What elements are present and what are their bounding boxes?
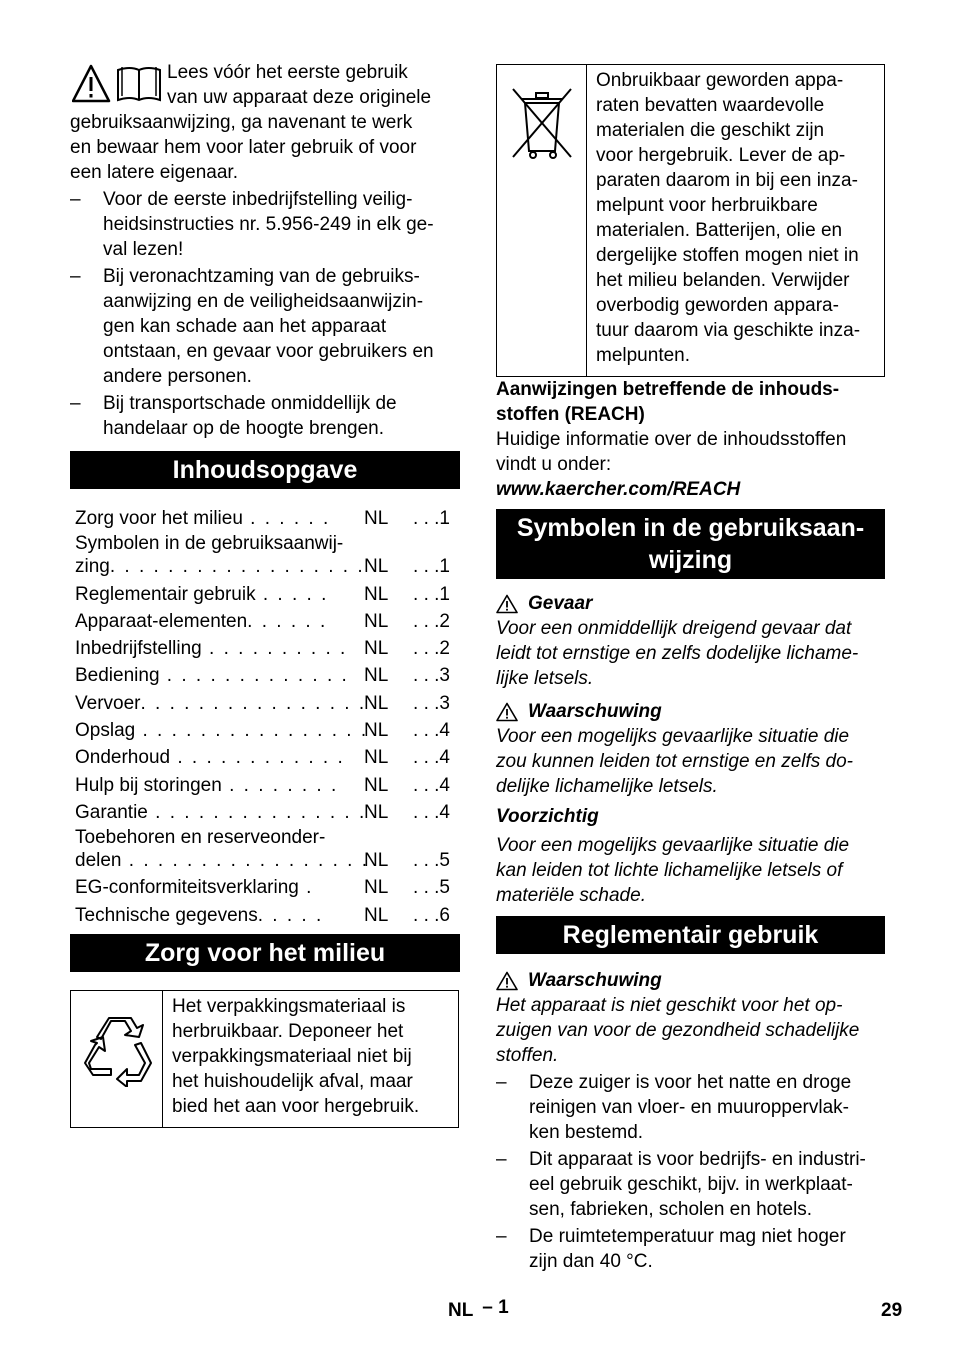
symbolen-heading-line: Symbolen in de gebruiksaan- [516, 514, 865, 542]
toc-page: . . .5 [413, 849, 450, 871]
toc-page: . . .1 [413, 508, 450, 530]
toc-page: . . .3 [413, 665, 450, 687]
toc-title: Inbedrijfstelling . . . . . . . . . . [75, 638, 348, 660]
disposal-line: materialen die geschikt zijn [596, 120, 825, 141]
gevaar-label: Gevaar [528, 593, 593, 614]
list-item-line: – Deze zuiger is voor het natte en droge [529, 1072, 852, 1093]
page-number: 29 [881, 1300, 903, 1321]
disposal-line: raten bevatten waardevolle [596, 95, 825, 116]
voorzichtig-block [496, 804, 886, 908]
toc-page: . . .4 [413, 720, 450, 742]
toc-page: . . .2 [413, 610, 450, 632]
recycle-icon [79, 1011, 155, 1087]
toc-title: Hulp bij storingen . . . . . . . . [75, 774, 339, 796]
toc-row[interactable] [70, 634, 460, 661]
toc-title-cont: delen . . . . . . . . . . . . . . . . . [75, 849, 369, 871]
toc-lang: NL [364, 556, 389, 578]
disposal-line: materialen. Batterijen, olie en [596, 220, 843, 241]
toc-row[interactable] [70, 716, 460, 743]
toc-row[interactable] [70, 661, 460, 688]
list-item [496, 1070, 886, 1145]
disposal-line: Onbruikbaar geworden appa- [596, 70, 844, 91]
waarschuwing-line: zou kunnen leiden tot ernstige en zelfs do- [496, 751, 854, 772]
gevaar-line: lijke letsels. [496, 668, 594, 689]
toc-page: . . .1 [413, 583, 450, 605]
warning-triangle-icon [496, 971, 518, 991]
intro-line: van uw apparaat deze originele [167, 87, 432, 108]
gevaar-line: Voor een onmiddellijk dreigend gevaar dat [496, 618, 852, 639]
symbolen-heading [496, 509, 885, 579]
toc-title: Apparaat-elementen. . . . . . [75, 610, 328, 632]
list-item-line: zijn dan 40 °C. [529, 1251, 653, 1272]
list-item-line: val lezen! [103, 239, 184, 260]
toc-page: . . .4 [413, 801, 450, 823]
crossed-bin-icon [509, 83, 575, 163]
warning-triangle-icon [496, 594, 518, 614]
reach-heading: Aanwijzingen betreffende de inhouds- [496, 379, 840, 400]
list-item-line: ken bestemd. [529, 1122, 644, 1143]
intro-block [70, 60, 460, 185]
packaging-line: herbruikbaar. Deponeer het [172, 1020, 404, 1042]
toc-page: . . .3 [413, 692, 450, 714]
list-item-line: ontstaan, en gevaar voor gebruikers en [103, 341, 434, 362]
disposal-line: melpunt voor herbruikbare [596, 195, 818, 216]
table-of-contents [70, 504, 460, 928]
toc-row[interactable] [70, 607, 460, 634]
list-item-line: reinigen van vloer- en muuroppervlak- [529, 1097, 849, 1118]
disposal-box [496, 64, 885, 377]
reach-block [496, 377, 886, 502]
footer-lang: NL [448, 1300, 473, 1321]
packaging-box [70, 990, 459, 1128]
list-item [496, 1224, 886, 1274]
voorzichtig-line: kan leiden tot lichte lichamelijke letsels of [496, 860, 843, 881]
toc-lang: NL [364, 877, 389, 899]
disposal-line: melpunten. [596, 345, 691, 366]
toc-title: EG-conformiteitsverklaring . [75, 877, 314, 899]
toc-page: . . .2 [413, 638, 450, 660]
disposal-line: voor hergebruik. Lever de ap- [596, 145, 846, 166]
toc-page: . . .4 [413, 774, 450, 796]
toc-row[interactable] [70, 770, 460, 797]
reglementair-warn-label: Waarschuwing [528, 970, 662, 991]
left-column [70, 60, 460, 1128]
list-item-line: andere personen. [103, 366, 252, 387]
toc-lang: NL [364, 904, 389, 926]
intro-line: een latere eigenaar. [70, 162, 238, 183]
intro-line: en bewaar hem voor later gebruik of voor [70, 137, 417, 158]
waarschuwing-label: Waarschuwing [528, 701, 662, 722]
list-item-line: eel gebruik geschikt, bijv. in werkplaat- [529, 1174, 853, 1195]
toc-lang: NL [364, 638, 389, 660]
list-item-line: sen, fabrieken, scholen en hotels. [529, 1199, 813, 1220]
toc-title: Zorg voor het milieu . . . . . . [75, 508, 331, 530]
toc-row[interactable] [70, 531, 460, 579]
right-column [496, 64, 886, 1274]
toc-title: Opslag . . . . . . . . . . . . . . . . [75, 720, 369, 742]
reglementair-warn-line: Het apparaat is niet geschikt voor het op- [496, 995, 843, 1016]
toc-page: . . .1 [413, 556, 450, 578]
toc-row[interactable] [70, 579, 460, 606]
toc-row[interactable] [70, 743, 460, 770]
recycle-icon-cell [71, 991, 163, 1127]
intro-list [70, 187, 460, 441]
toc-title: Reglementair gebruik . . . . . [75, 583, 329, 605]
list-item-line: handelaar op de hoogte brengen. [103, 418, 385, 439]
reglementair-heading: Reglementair gebruik [496, 916, 885, 954]
toc-title: Bediening . . . . . . . . . . . . . [75, 665, 349, 687]
toc-title: Onderhoud . . . . . . . . . . . . [75, 747, 345, 769]
list-item [70, 391, 460, 441]
waarschuwing-line: delijke lichamelijke letsels. [496, 776, 718, 797]
page-footer [448, 1298, 509, 1323]
waarschuwing-text [496, 724, 886, 799]
packaging-line: verpakkingsmateriaal niet bij [172, 1045, 412, 1067]
reach-heading: stoffen (REACH) [496, 404, 645, 425]
reach-link[interactable]: www.kaercher.com/REACH [496, 479, 741, 500]
toc-lang: NL [364, 774, 389, 796]
list-item-line: – De ruimtetemperatuur mag niet hoger [529, 1226, 846, 1247]
toc-title: Toebehoren en reserveonder- [75, 826, 326, 848]
bin-icon-cell [497, 65, 587, 376]
gevaar-head [496, 591, 886, 616]
voorzichtig-label: Voorzichtig [496, 806, 599, 827]
toc-page: . . .5 [413, 877, 450, 899]
toc-heading: Inhoudsopgave [70, 451, 460, 489]
list-item-line: heidsinstructies nr. 5.956-249 in elk ge- [103, 214, 434, 235]
symbolen-heading-line: wijzing [648, 546, 733, 574]
toc-title: Technische gegevens. . . . . [75, 904, 324, 926]
disposal-line: tuur daarom via geschikte inza- [596, 320, 861, 341]
toc-lang: NL [364, 747, 389, 769]
toc-row[interactable] [70, 825, 460, 873]
footer-page-sub: – 1 [482, 1297, 509, 1318]
list-item [70, 264, 460, 389]
toc-title: Vervoer. . . . . . . . . . . . . . . . [75, 692, 367, 714]
gevaar-line: leidt tot ernstige en zelfs dodelijke lichame- [496, 643, 859, 664]
waarschuwing-line: Voor een mogelijks gevaarlijke situatie die [496, 726, 850, 747]
toc-row[interactable] [70, 504, 460, 531]
warning-triangle-icon [496, 702, 518, 722]
list-item-line: – Bij transportschade onmiddellijk de [103, 393, 397, 414]
disposal-text [587, 65, 869, 376]
intro-line: gebruiksaanwijzing, ga navenant te werk [70, 112, 413, 133]
toc-lang: NL [364, 610, 389, 632]
voorzichtig-line: Voor een mogelijks gevaarlijke situatie die [496, 835, 850, 856]
voorzichtig-line: materiële schade. [496, 885, 646, 906]
warning-manual-icon [72, 64, 162, 104]
waarschuwing-head [496, 699, 886, 724]
toc-title-cont: zing. . . . . . . . . . . . . . . . . . [75, 556, 365, 578]
packaging-text [163, 991, 428, 1127]
reglementair-list [496, 1070, 886, 1274]
packaging-line: het huishoudelijk afval, maar [172, 1070, 413, 1092]
reglementair-warn-line: zuigen van voor de gezondheid schadelijke [496, 1020, 860, 1041]
toc-lang: NL [364, 665, 389, 687]
packaging-line: Het verpakkingsmateriaal is [172, 995, 406, 1017]
disposal-line: dergelijke stoffen mogen niet in [596, 245, 859, 266]
toc-row[interactable] [70, 798, 460, 825]
toc-row[interactable] [70, 873, 460, 900]
disposal-line: overbodig geworden appara- [596, 295, 839, 316]
list-item-line: aanwijzing en de veiligheidsaanwijzin- [103, 291, 424, 312]
list-item-line: gen kan schade aan het apparaat [103, 316, 387, 337]
disposal-line: paraten daarom in bij een inza- [596, 170, 858, 191]
reach-text: vindt u onder: [496, 454, 612, 475]
disposal-line: het milieu belanden. Verwijder [596, 270, 850, 291]
reglementair-warn-text [496, 993, 886, 1068]
list-item [70, 187, 460, 262]
list-item-line: – Voor de eerste inbedrijfstelling veilig- [103, 189, 413, 210]
toc-row[interactable] [70, 900, 460, 927]
reglementair-warn-head [496, 968, 886, 993]
list-item-line: – Bij veronachtzaming van de gebruiks- [103, 266, 420, 287]
toc-title: Symbolen in de gebruiksaanwij- [75, 533, 344, 555]
toc-lang: NL [364, 849, 389, 871]
toc-lang: NL [364, 583, 389, 605]
packaging-line: bied het aan voor hergebruik. [172, 1095, 420, 1117]
toc-lang: NL [364, 801, 389, 823]
toc-row[interactable] [70, 688, 460, 715]
intro-line: Lees vóór het eerste gebruik [167, 62, 408, 83]
reglementair-warn-line: stoffen. [496, 1045, 559, 1066]
list-item-line: – Dit apparaat is voor bedrijfs- en industri- [529, 1149, 866, 1170]
toc-lang: NL [364, 508, 389, 530]
toc-page: . . .6 [413, 904, 450, 926]
reach-text: Huidige informatie over de inhoudsstoffen [496, 429, 847, 450]
milieu-heading: Zorg voor het milieu [70, 934, 460, 972]
toc-lang: NL [364, 692, 389, 714]
gevaar-text [496, 616, 886, 691]
toc-page: . . .4 [413, 747, 450, 769]
toc-lang: NL [364, 720, 389, 742]
toc-title: Garantie . . . . . . . . . . . . . . . [75, 801, 367, 823]
list-item [496, 1147, 886, 1222]
